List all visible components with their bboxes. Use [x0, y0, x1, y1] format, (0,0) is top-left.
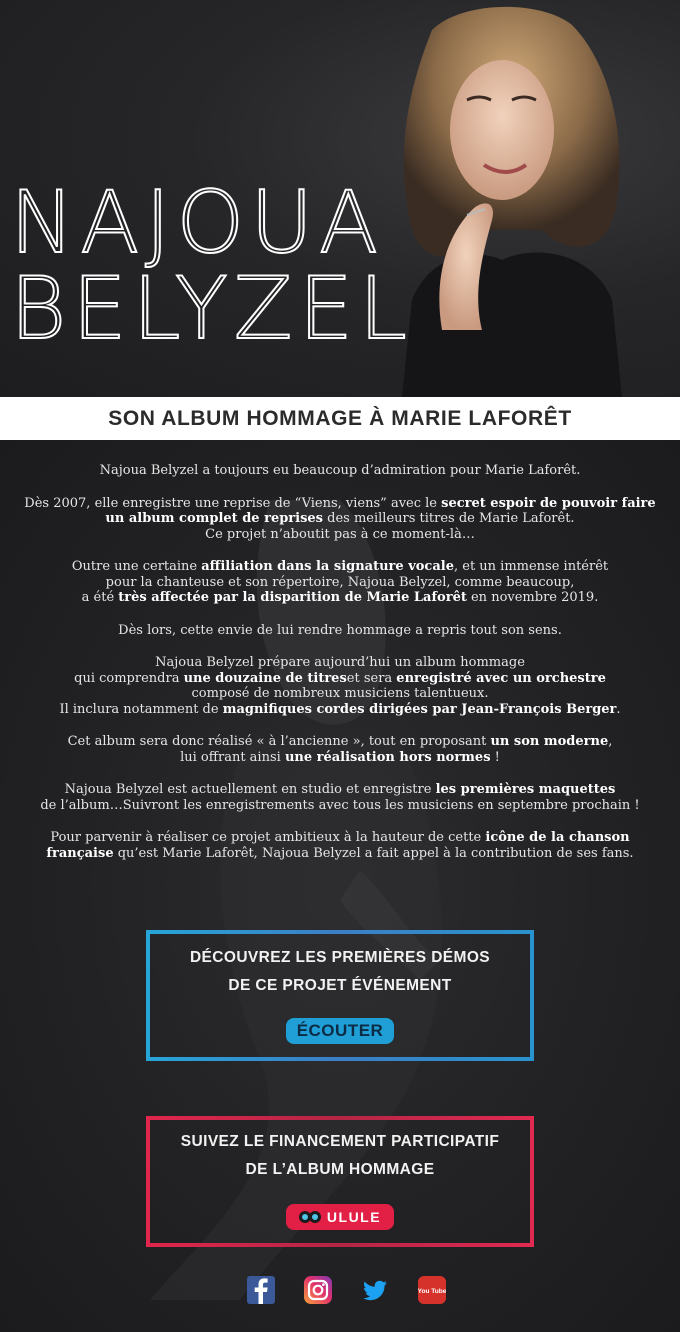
- p2-bold: secret espoir de pouvoir faire un album complet de reprises: [105, 495, 656, 526]
- p7-bold: les premières maquettes: [435, 782, 616, 797]
- p7-text-c: de l’album…Suivront les enregistrements avec tous les musiciens en septembre prochain !: [40, 797, 640, 813]
- paragraph-7: [20, 782, 660, 813]
- p3-text-a: Outre une certaine: [71, 559, 202, 574]
- p6-bold-2: une réalisation hors normes: [284, 749, 491, 765]
- ulule-button[interactable]: [286, 1204, 394, 1230]
- youtube-label: You Tube: [418, 1288, 446, 1295]
- twitter-icon[interactable]: [361, 1276, 389, 1304]
- p6-text-a: Cet album sera donc réalisé « à l’ancienne », tout en proposant: [67, 734, 491, 749]
- paragraph-6: [20, 734, 660, 765]
- listen-button[interactable]: ÉCOUTER: [286, 1018, 394, 1044]
- p5-text-a: Najoua Belyzel prépare aujourd’hui un album hommage: [155, 655, 525, 670]
- demos-line-1: DÉCOUVREZ LES PREMIÈRES DÉMOS: [189, 949, 491, 966]
- p2-text-c: des meilleurs titres de Marie Laforêt.: [323, 511, 575, 526]
- paragraph-3: [20, 559, 660, 606]
- ulule-label: ULULE: [326, 1209, 382, 1225]
- p5-text-g: Il inclura notamment de: [59, 701, 223, 717]
- album-description: [20, 463, 660, 878]
- p8-text-a: Pour parvenir à réaliser ce projet ambitieux à la hauteur de cette: [50, 830, 486, 845]
- p8-bold: icône de la chanson française: [46, 830, 630, 861]
- funding-line-1: SUIVEZ LE FINANCEMENT PARTICIPATIF: [180, 1133, 500, 1150]
- paragraph-1: [20, 463, 660, 479]
- p3-text-e: a été: [81, 590, 119, 605]
- funding-box: [146, 1116, 534, 1247]
- p2-text-a: Dès 2007, elle enregistre une reprise de “Viens, viens” avec le: [24, 495, 442, 511]
- p5-text-i: .: [616, 701, 621, 717]
- p5-bold-1: une douzaine de titres: [183, 670, 347, 686]
- artist-name-line-1: NAJOUA: [10, 173, 384, 273]
- content-area: [0, 440, 680, 1332]
- p7-text-a: Najoua Belyzel est actuellement en studio et enregistre: [64, 782, 436, 797]
- p5-text-b: qui comprendra: [74, 670, 184, 686]
- artist-name-line-2: BELYZEL: [10, 259, 413, 359]
- p8-text-c: qu’est Marie Laforêt, Najoua Belyzel a fait appel à la contribution de ses fans.: [113, 845, 634, 861]
- paragraph-2: [20, 496, 660, 543]
- p3-text-d: pour la chanteuse et son répertoire, Najoua Belyzel, comme beaucoup,: [105, 574, 575, 590]
- p5-text-f: composé de nombreux musiciens talentueux.: [191, 686, 489, 701]
- album-heading: SON ALBUM HOMMAGE À MARIE LAFORÊT: [108, 406, 572, 430]
- paragraph-8: [20, 830, 660, 861]
- hero-header: [0, 0, 680, 397]
- youtube-icon[interactable]: [418, 1276, 446, 1304]
- p2-text-d: Ce projet n’aboutit pas à ce moment-là…: [205, 526, 475, 542]
- instagram-icon[interactable]: [304, 1276, 332, 1304]
- p5-bold-2: enregistré avec un orchestre: [396, 670, 606, 686]
- p5-text-d: et sera: [346, 670, 397, 686]
- p6-text-d: lui offrant ainsi: [180, 749, 285, 765]
- p3-bold-1: affiliation dans la signature vocale: [201, 559, 454, 574]
- p6-text-f: !: [490, 749, 500, 765]
- demos-box: [146, 930, 534, 1061]
- paragraph-4: [20, 623, 660, 639]
- p3-text-g: en novembre 2019.: [466, 590, 599, 605]
- ulule-logo-icon: [299, 1209, 321, 1225]
- facebook-icon[interactable]: [247, 1276, 275, 1304]
- p4-text: Dès lors, cette envie de lui rendre hommage a repris tout son sens.: [118, 622, 562, 638]
- funding-line-2: DE L’ALBUM HOMMAGE: [245, 1161, 435, 1178]
- demos-line-2: DE CE PROJET ÉVÉNEMENT: [228, 977, 452, 994]
- p3-bold-2: très affectée par la disparition de Marie Laforêt: [118, 590, 467, 605]
- album-banner: [0, 397, 680, 440]
- p3-text-c: , et un immense intérêt: [453, 559, 609, 574]
- p1-text: Najoua Belyzel a toujours eu beaucoup d’admiration pour Marie Laforêt.: [99, 463, 581, 478]
- p6-text-c: ,: [608, 734, 613, 749]
- paragraph-5: [20, 655, 660, 717]
- social-links: [0, 1276, 680, 1306]
- p5-bold-3: magnifiques cordes dirigées par Jean-François Berger: [222, 701, 617, 717]
- p6-bold-1: un son moderne: [490, 734, 609, 749]
